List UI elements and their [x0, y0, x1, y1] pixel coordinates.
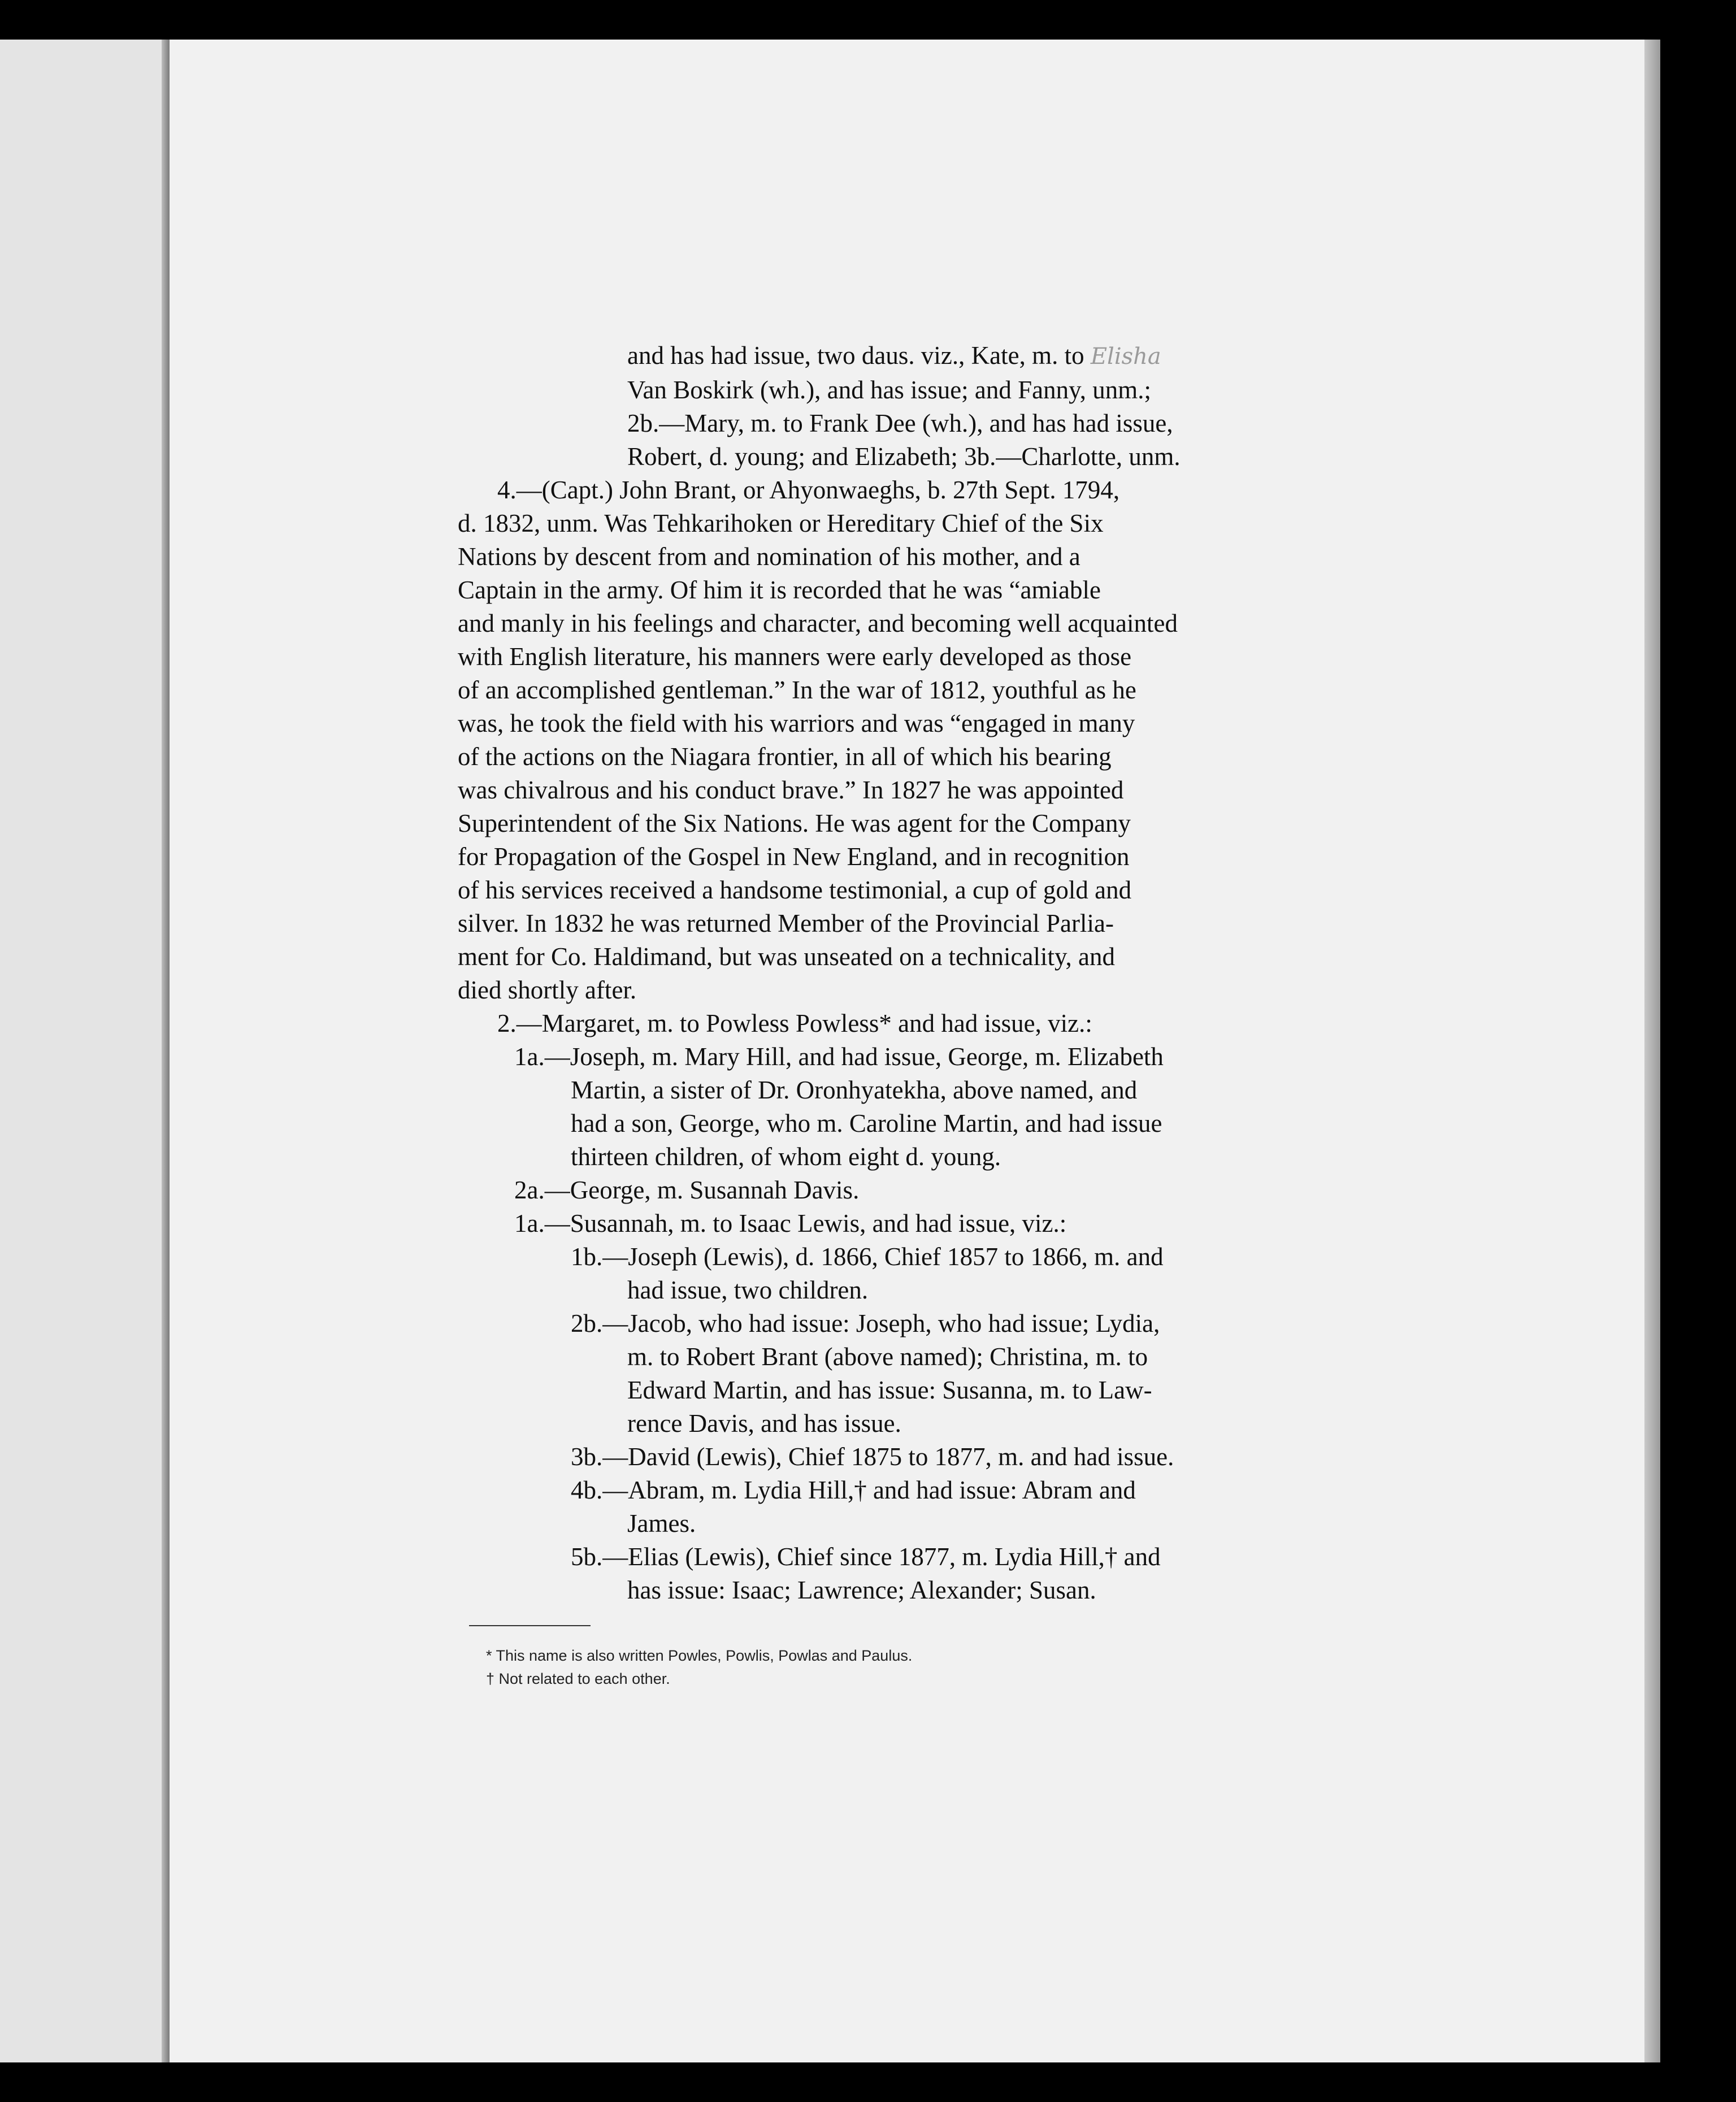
footnotes — [486, 1644, 912, 1691]
text-line: of an accomplished gentleman.” In the war of 1812, youthful as he — [458, 676, 1136, 704]
text-line: Robert, d. young; and Elizabeth; 3b.—Charlotte, unm. — [627, 442, 1181, 471]
text-line: thirteen children, of whom eight d. young. — [571, 1143, 1001, 1171]
text-line: silver. In 1832 he was returned Member of the Provincial Parlia- — [458, 909, 1114, 937]
text-line: 1b.—Joseph (Lewis), d. 1866, Chief 1857 to 1866, m. and — [571, 1243, 1164, 1271]
text-line: has issue: Isaac; Lawrence; Alexander; Susan. — [627, 1576, 1096, 1604]
text-line: 5b.—Elias (Lewis), Chief since 1877, m. Lydia Hill,† and — [571, 1543, 1161, 1571]
text-line: 3b.—David (Lewis), Chief 1875 to 1877, m. and had issue. — [571, 1443, 1174, 1471]
text-line: 4b.—Abram, m. Lydia Hill,† and had issue: Abram and — [571, 1476, 1136, 1504]
text-line: and has had issue, two daus. viz., Kate, m. to Elisha — [627, 341, 1161, 370]
text-line: Superintendent of the Six Nations. He was agent for the Company — [458, 809, 1131, 837]
text-line: and manly in his feelings and character, and becoming well acquainted — [458, 609, 1178, 637]
body-text — [458, 339, 1303, 1607]
text-line: died shortly after. — [458, 976, 637, 1004]
right-page-edge — [1644, 40, 1660, 2062]
footnote: * This name is also written Powles, Powlis, Powlas and Paulus. — [486, 1647, 913, 1664]
text-line: had a son, George, who m. Caroline Martin, and had issue — [571, 1109, 1162, 1137]
text-line: rence Davis, and has issue. — [627, 1409, 901, 1437]
footnote: † Not related to each other. — [486, 1670, 670, 1687]
text-line: Captain in the army. Of him it is recorded that he was “amiable — [458, 576, 1101, 604]
text-line: 2b.—Jacob, who had issue: Joseph, who had issue; Lydia, — [571, 1309, 1160, 1337]
text-line: 2a.—George, m. Susannah Davis. — [514, 1176, 860, 1204]
text-line: d. 1832, unm. Was Tehkarihoken or Hereditary Chief of the Six — [458, 509, 1104, 537]
text-line: was, he took the field with his warriors and was “engaged in many — [458, 709, 1135, 737]
text-line: Nations by descent from and nomination of his mother, and a — [458, 542, 1080, 571]
text-line: Martin, a sister of Dr. Oronhyatekha, above named, and — [571, 1076, 1138, 1104]
text-line: for Propagation of the Gospel in New England, and in recognition — [458, 842, 1130, 871]
text-line: 1a.—Joseph, m. Mary Hill, and had issue, George, m. Elizabeth — [514, 1043, 1164, 1071]
text-line: m. to Robert Brant (above named); Christina, m. to — [627, 1343, 1148, 1371]
text-line: 1a.—Susannah, m. to Isaac Lewis, and had issue, viz.: — [514, 1209, 1067, 1237]
footnote-divider — [469, 1625, 591, 1626]
text-line: James. — [627, 1509, 696, 1538]
text-line: had issue, two children. — [627, 1276, 869, 1304]
text-line: Edward Martin, and has issue: Susanna, m. to Law- — [627, 1376, 1152, 1404]
left-page-edge — [0, 40, 170, 2062]
text-line: of the actions on the Niagara frontier, in all of which his bearing — [458, 742, 1112, 771]
text-line: Van Boskirk (wh.), and has issue; and Fanny, unm.; — [627, 376, 1151, 404]
text-line: with English literature, his manners were early developed as those — [458, 642, 1132, 671]
text-line: 2b.—Mary, m. to Frank Dee (wh.), and has had issue, — [627, 409, 1173, 437]
text-line: 2.—Margaret, m. to Powless Powless* and had issue, viz.: — [497, 1009, 1092, 1037]
handwritten-note: Elisha — [1090, 344, 1161, 370]
text-line: 4.—(Capt.) John Brant, or Ahyonwaeghs, b. 27th Sept. 1794, — [497, 476, 1120, 504]
text-line: was chivalrous and his conduct brave.” In 1827 he was appointed — [458, 776, 1124, 804]
text-line: of his services received a handsome testimonial, a cup of gold and — [458, 876, 1132, 904]
text-line: ment for Co. Haldimand, but was unseated on a technicality, and — [458, 943, 1116, 971]
